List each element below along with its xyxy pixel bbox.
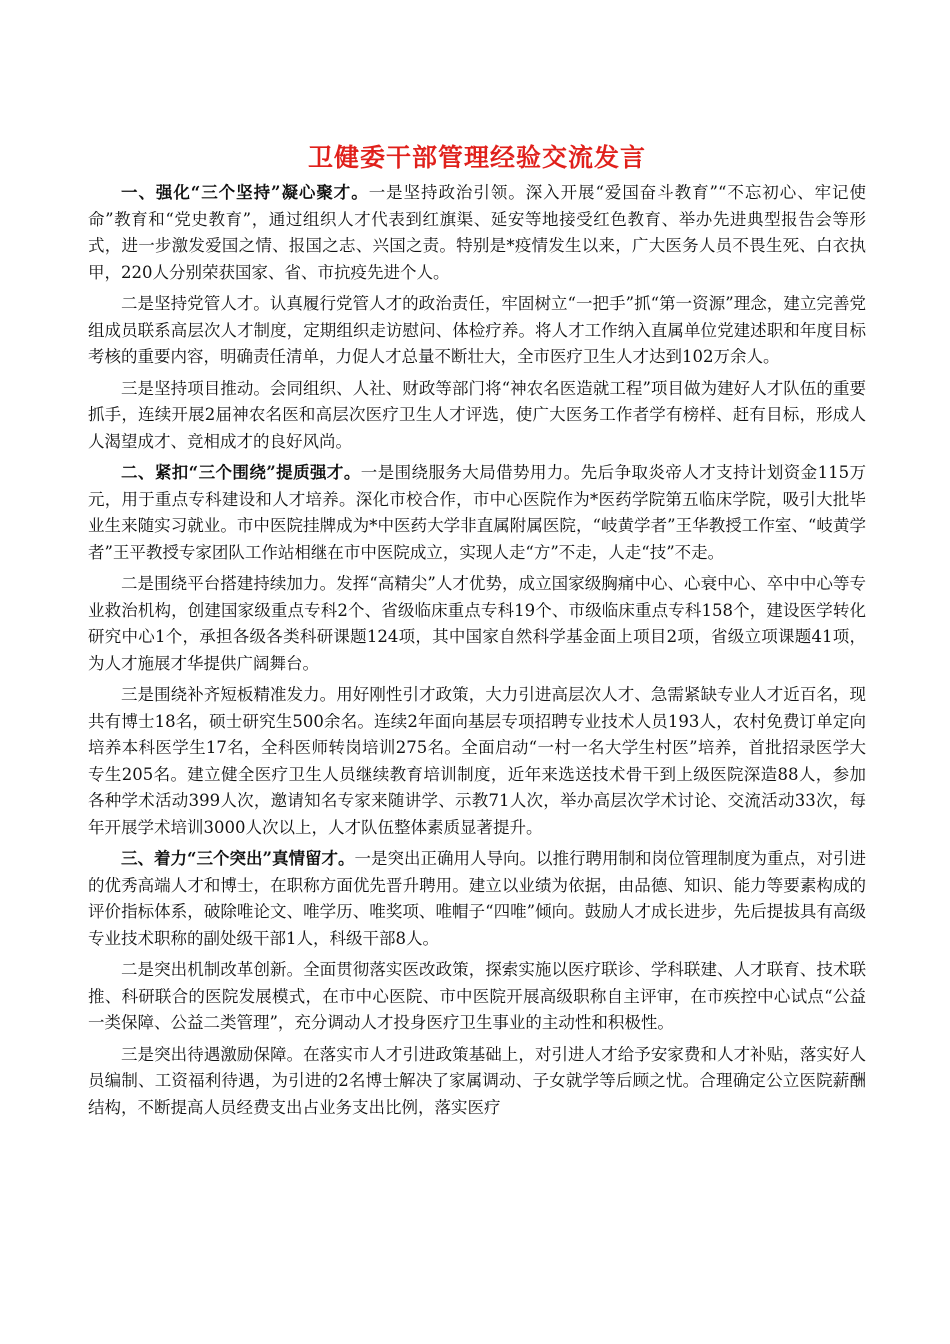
paragraph-3 <box>88 376 866 456</box>
paragraph-text: 三是围绕补齐短板精准发力。用好刚性引才政策，大力引进高层次人才、急需紧缺专业人才近百名，现共有博士18名，硕士研究生500余名。连续2年面向基层专项招聘专业技术人员193人，农村免费订单定向培养本科医学生17名，全科医师转岗培训275名。全面启动“一村一名大学生村医”培养，首批招录医学大专生205名。建立健全医疗卫生人员继续教育培训制度，近年来选送技术骨干到上级医院深造88人，参加各种学术活动399人次，邀请知名专家来随讲学、示教71人次，举办高层次学术讨论、交流活动33次，每年开展学术培训3000人次以上，人才队伍整体素质显著提升。 <box>88 685 866 837</box>
paragraph-2 <box>88 291 866 371</box>
paragraph-1 <box>88 180 866 286</box>
paragraph-4 <box>88 460 866 566</box>
paragraph-text: 二是围绕平台搭建持续加力。发挥“高精尖”人才优势，成立国家级胸痛中心、心衰中心、卒中中心等专业救治机构，创建国家级重点专科2个、省级临床重点专科19个、市级临床重点专科158个，建设医学转化研究中心1个，承担各级各类科研课题124项，其中国家自然科学基金面上项目2项，省级立项课题41项，为人才施展才华提供广阔舞台。 <box>88 574 866 673</box>
paragraph-text: 二是坚持党管人才。认真履行党管人才的政治责任，牢固树立“一把手”抓“第一资源”理念，建立完善党组成员联系高层次人才制度，定期组织走访慰问、体检疗养。将人才工作纳入直属单位党建述职和年度目标考核的重要内容，明确责任清单，力促人才总量不断壮大，全市医疗卫生人才达到102万余人。 <box>88 294 866 366</box>
document-title: 卫健委干部管理经验交流发言 <box>307 143 646 172</box>
paragraph-5 <box>88 571 866 677</box>
paragraph-9 <box>88 1042 866 1122</box>
paragraph-7 <box>88 846 866 952</box>
paragraph-text: 一是突出正确用人导向。以推行聘用制和岗位管理制度为重点，对引进的优秀高端人才和博士，在职称方面优先晋升聘用。建立以业绩为依据，由品德、知识、能力等要素构成的评价指标体系，破除唯论文、唯学历、唯奖项、唯帽子“四唯”倾向。鼓励人才成长进步，先后提拔具有高级专业技术职称的副处级干部1人，科级干部8人。 <box>88 849 867 948</box>
section-heading-1: 一、强化“三个坚持”凝心聚才。 <box>121 183 369 202</box>
paragraph-text: 一是坚持政治引领。深入开展“爱国奋斗教育”“不忘初心、牢记使命”教育和“党史教育”，通过组织人才代表到红旗渠、延安等地接受红色教育、举办先进典型报告会等形式，进一步激发爱国之情、报国之志、兴国之责。特别是*疫情发生以来，广大医务人员不畏生死、白衣执甲，220人分别荣获国家、省、市抗疫先进个人。 <box>88 183 866 282</box>
document-page <box>88 138 866 1126</box>
paragraph-8 <box>88 957 866 1037</box>
section-heading-3: 三、着力“三个突出”真情留才。 <box>121 849 355 868</box>
paragraph-text: 三是坚持项目推动。会同组织、人社、财政等部门将“神农名医造就工程”项目做为建好人才队伍的重要抓手，连续开展2届神农名医和高层次医疗卫生人才评选，使广大医务工作者学有榜样、赶有目标，形成人人渴望成才、竞相成才的良好风尚。 <box>88 378 866 451</box>
paragraph-text: 三是突出待遇激励保障。在落实市人才引进政策基础上，对引进人才给予安家费和人才补贴，落实好人员编制、工资福利待遇，为引进的2名博士解决了家属调动、子女就学等后顾之忧。合理确定公立医院薪酬结构，不断提高人员经费支出占业务支出比例，落实医疗 <box>88 1044 866 1117</box>
paragraph-text: 一是围绕服务大局借势用力。先后争取炎帝人才支持计划资金115万元，用于重点专科建设和人才培养。深化市校合作，市中心医院作为*医药学院第五临床学院，吸引大批毕业生来随实习就业。市中医院挂牌成为*中医药大学非直属附属医院，“岐黄学者”王华教授工作室、“岐黄学者”王平教授专家团队工作站相继在市中医院成立，实现人走“方”不走，人走“技”不走。 <box>88 463 867 562</box>
paragraph-6 <box>88 682 866 841</box>
paragraph-text: 二是突出机制改革创新。全面贯彻落实医改政策，探索实施以医疗联诊、学科联建、人才联育、技术联推、科研联合的医院发展模式，在市中心医院、市中医院开展高级职称自主评审，在市疾控中心试点“公益一类保障、公益二类管理”，充分调动人才投身医疗卫生事业的主动性和积极性。 <box>88 960 866 1032</box>
section-heading-2: 二、紧扣“三个围绕”提质强才。 <box>121 463 361 482</box>
